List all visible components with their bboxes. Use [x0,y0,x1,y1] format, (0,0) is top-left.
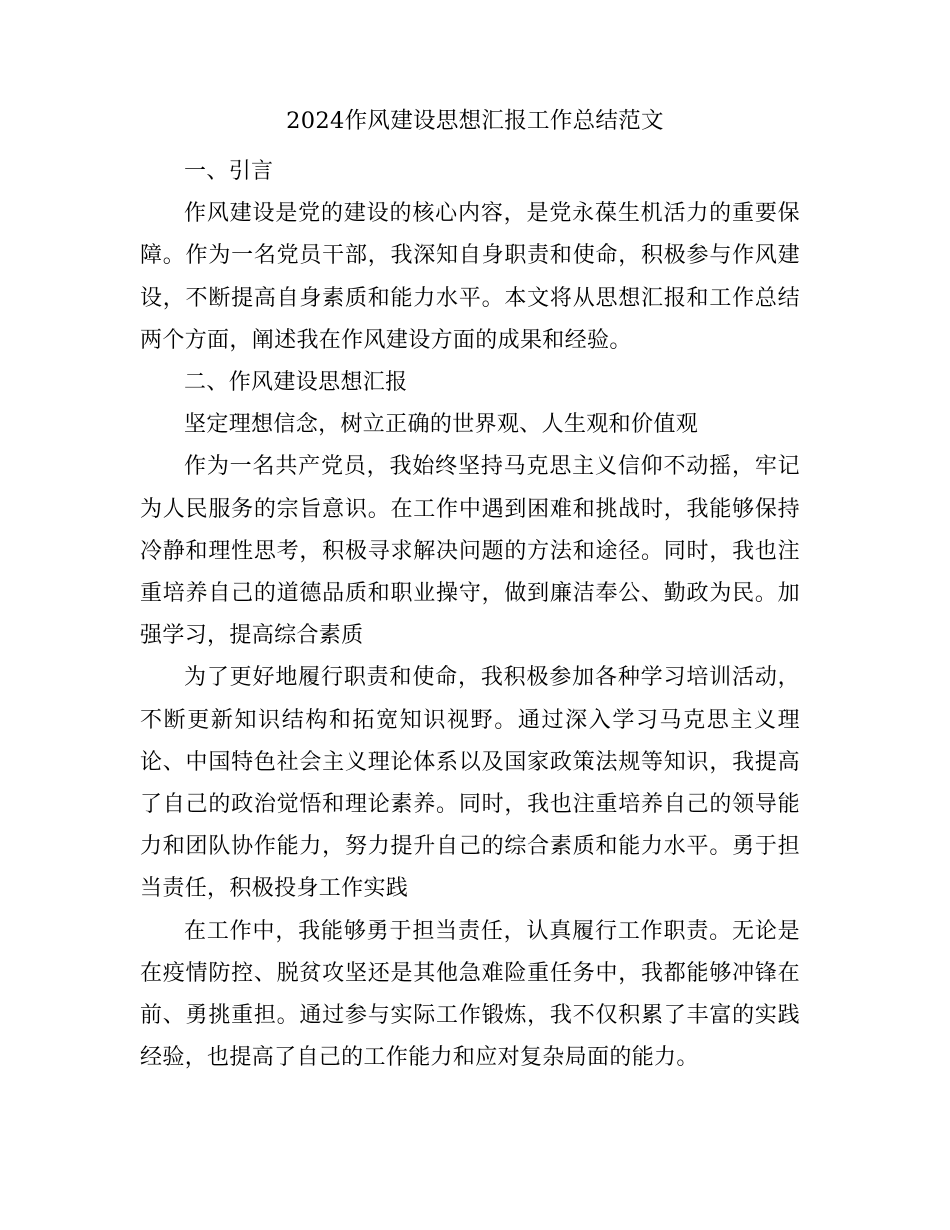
paragraph-ideals: 作为一名共产党员，我始终坚持马克思主义信仰不动摇，牢记为人民服务的宗旨意识。在工作中遇到困难和挑战时，我能够保持冷静和理性思考，积极寻求解决问题的方法和途径。同时，我也注重培养自己的道德品质和职业操守，做到廉洁奉公、勤政为民。加强学习，提高综合素质 [140,454,800,649]
document-title: 2024作风建设思想汇报工作总结范文 [286,108,664,134]
paragraph-introduction: 作风建设是党的建设的核心内容，是党永葆生机活力的重要保障。作为一名党员干部，我深知自身职责和使命，积极参与作风建设，不断提高自身素质和能力水平。本文将从思想汇报和工作总结两个方面，阐述我在作风建设方面的成果和经验。 [140,201,800,353]
document-body [140,151,800,1079]
section-heading-thought-report: 二、作风建设思想汇报 [184,370,408,396]
paragraph-responsibility: 在工作中，我能够勇于担当责任，认真履行工作职责。无论是在疫情防控、脱贫攻坚还是其他急难险重任务中，我都能够冲锋在前、勇挑重担。通过参与实际工作锻炼，我不仅积累了丰富的实践经验，也提高了自己的工作能力和应对复杂局面的能力。 [140,918,800,1071]
subheading-ideals: 坚定理想信念，树立正确的世界观、人生观和价值观 [184,412,699,438]
section-heading-introduction: 一、引言 [184,159,274,184]
paragraph-learning: 为了更好地履行职责和使命，我积极参加各种学习培训活动，不断更新知识结构和拓宽知识视野。通过深入学习马克思主义理论、中国特色社会主义理论体系以及国家政策法规等知识，我提高了自己的政治觉悟和理论素养。同时，我也注重培养自己的领导能力和团队协作能力，努力提升自己的综合素质和能力水平。勇于担当责任，积极投身工作实践 [140,665,800,902]
